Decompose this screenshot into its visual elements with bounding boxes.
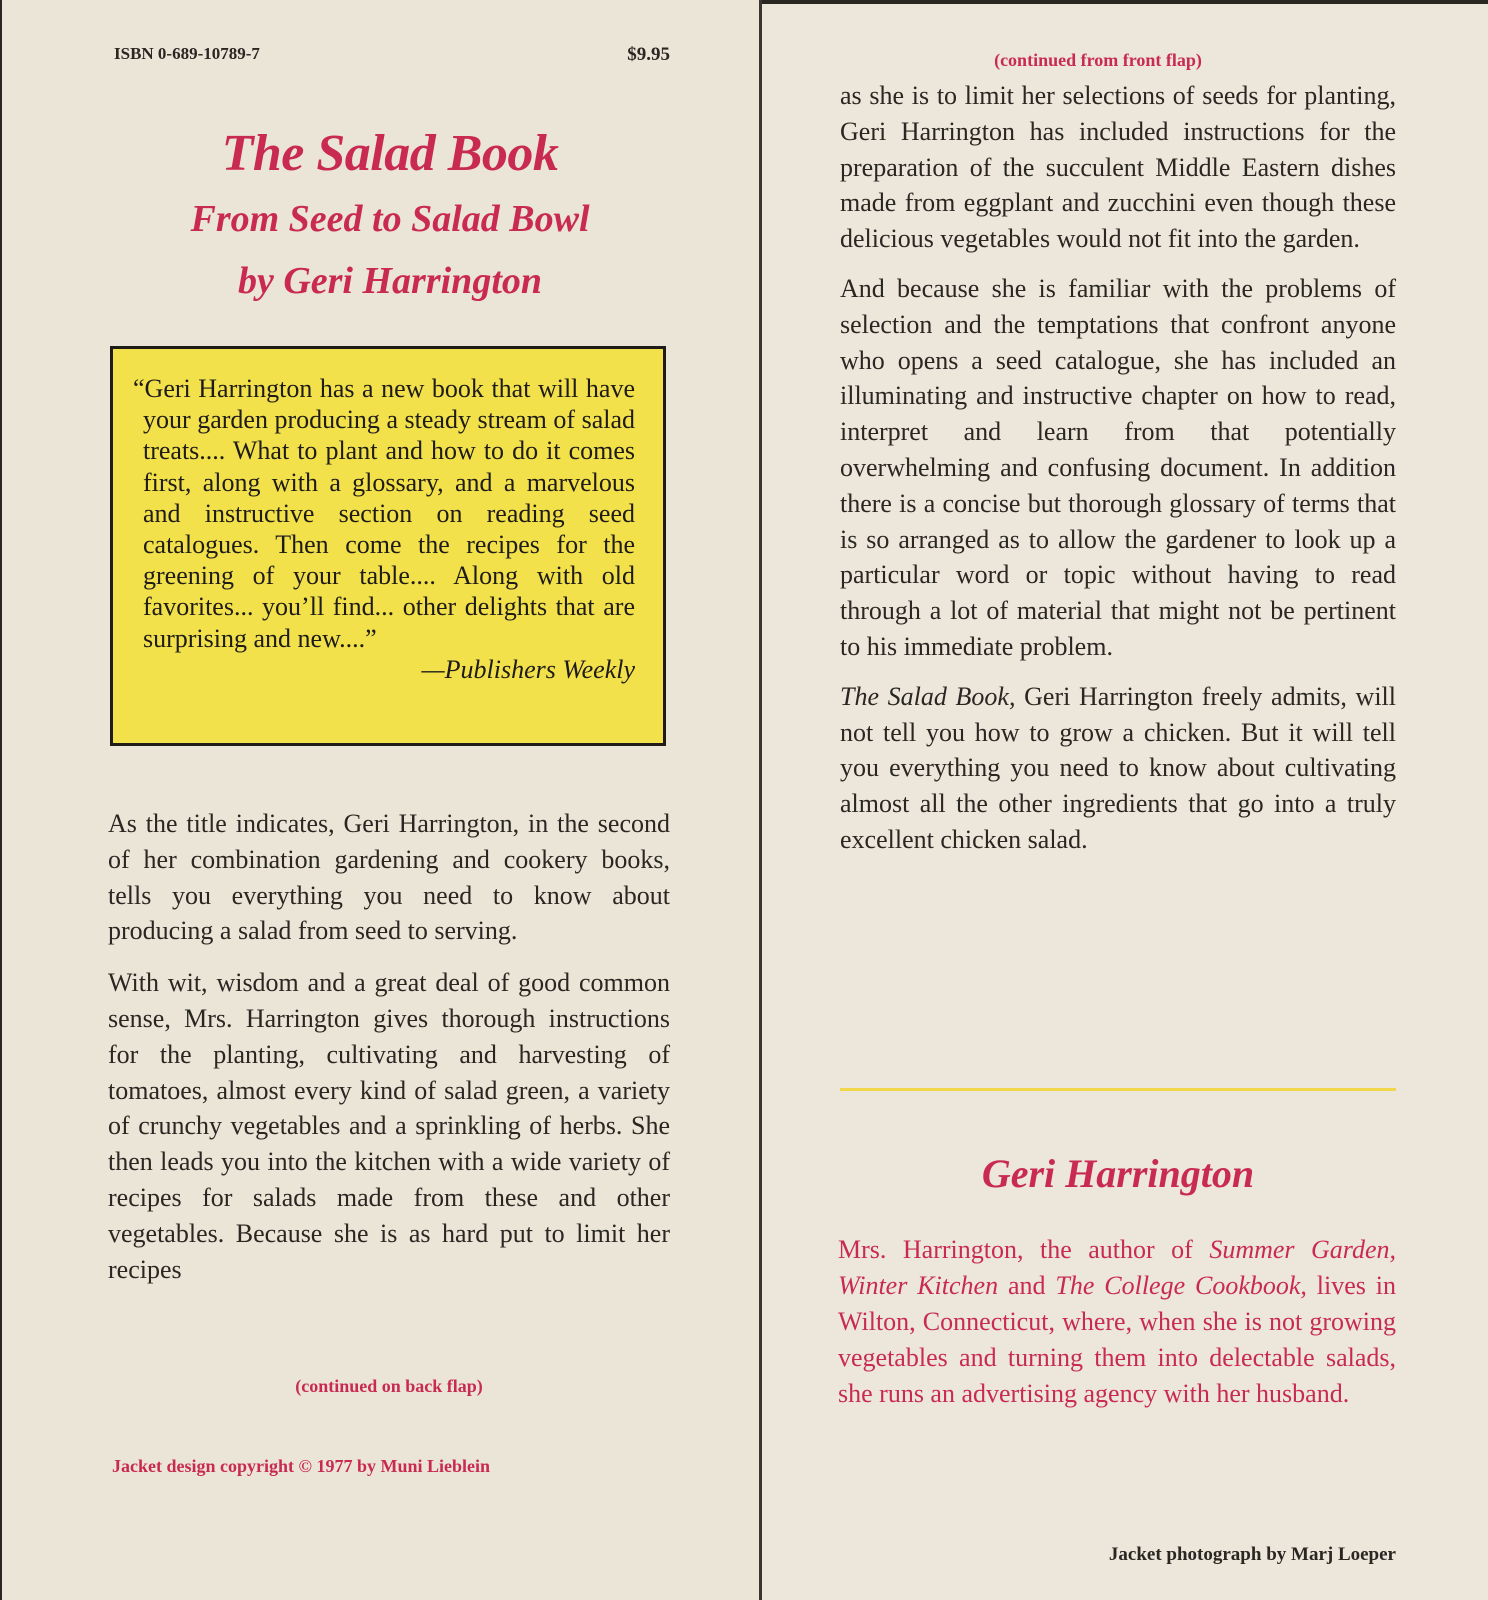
paragraph-text: Geri Harrington freely admits, will not tell you how to grow a chicken. But it will tell you everything you need to know about cultivating almost all the other ingredients that go into a truly excellent chicken salad. [840, 681, 1396, 854]
bio-text: Mrs. Harrington, the author of [838, 1235, 1210, 1264]
book-title-italic: The Salad Book, [840, 681, 1016, 711]
flap-fold-line [759, 0, 762, 1600]
isbn: ISBN 0-689-10789-7 [114, 44, 260, 63]
front-flap-body [108, 806, 670, 1303]
bio-text: and [998, 1271, 1056, 1300]
continued-from-front-note: (continued from front flap) [994, 50, 1202, 70]
jacket-photo-credit: Jacket photograph by Marj Loeper [1108, 1544, 1396, 1565]
front-flap-paragraph: As the title indicates, Geri Harrington, in the second of her combination gardening and cookery books, tells you everything you need to know about producing a salad from seed to serving. [108, 809, 670, 946]
price: $9.95 [627, 44, 670, 65]
bio-book-title: The College Cookbook, [1055, 1271, 1307, 1300]
book-title: The Salad Book [221, 125, 559, 182]
yellow-divider [840, 1088, 1396, 1091]
jacket-design-credit: Jacket design copyright © 1977 by Muni Lieblein [112, 1456, 490, 1476]
bio-text: lives in Wilton, Connecticut, where, when she is not growing vegetables and turning them into delectable salads, she runs an advertising agency with her husband. [838, 1271, 1396, 1408]
back-flap-paragraph: And because she is familiar with the problems of selection and the temptations that confront anyone who opens a seed catalogue, she has included an illuminating and instructive chapter on how to read, interpret and learn from that potentially overwhelming and confusing document. In addition there is a concise but thorough glossary of terms that is so arranged as to allow the gardener to look up a particular word or topic without having to read through a lot of material that might not be pertinent to his immediate problem. [840, 273, 1396, 661]
book-subtitle: From Seed to Salad Bowl [190, 198, 590, 240]
book-byline: by Geri Harrington [237, 260, 543, 302]
back-flap-paragraph [840, 679, 1396, 858]
continued-on-back-note: (continued on back flap) [295, 1376, 483, 1396]
back-flap-paragraph: as she is to limit her selections of seeds for planting, Geri Harrington has included instructions for the preparation of the succulent Middle Eastern dishes made from eggplant and zucchini even though these delicious vegetables would not fit into the garden. [840, 81, 1396, 254]
back-flap-body [840, 78, 1396, 872]
title-block [108, 120, 672, 312]
review-quote-text: “Geri Harrington has a new book that will have your garden producing a steady stream of salad treats.... What to plant and how to do it comes first, along with a glossary, and a marvelous and instructive section on reading seed catalogues. Then come the recipes for the greening of your table.... Along with old favorites... you’ll find... other delights that are surprising and new....” [133, 374, 635, 653]
front-flap-paragraph: With wit, wisdom and a great deal of good common sense, Mrs. Harrington gives thorough instructions for the planting, cultivating and harvesting of tomatoes, almost every kind of salad green, a variety of crunchy vegetables and a sprinkling of herbs. She then leads you into the kitchen with a wide variety of recipes for salads made from these and other vegetables. Because she is as hard put to limit her recipes [108, 968, 670, 1284]
author-heading: Geri Harrington [981, 1151, 1255, 1196]
bio-book-title: Summer Garden, Winter Kitchen [838, 1235, 1396, 1300]
author-bio [838, 1232, 1396, 1412]
review-quote-box [110, 346, 666, 746]
review-quote-attribution: —Publishers Weekly [421, 654, 635, 684]
